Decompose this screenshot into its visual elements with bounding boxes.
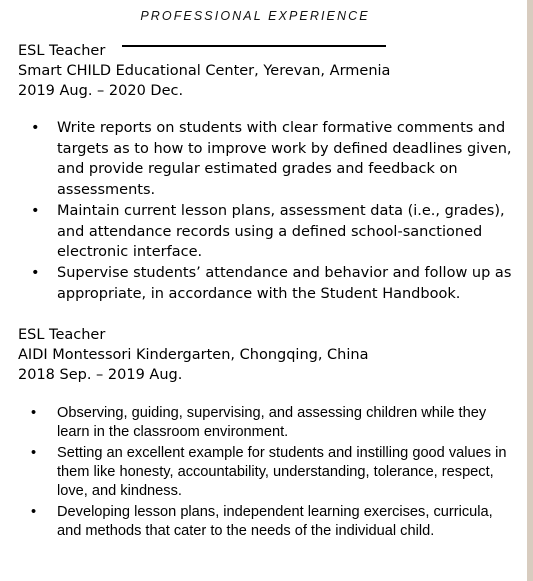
job-title: ESL Teacher bbox=[18, 327, 106, 343]
duty-text: Developing lesson plans, independent learning exercises, curricula, and methods that cater to the needs of the individual child. bbox=[57, 504, 493, 539]
job-entry bbox=[18, 41, 518, 304]
bullet-icon: • bbox=[31, 120, 40, 136]
duty-item bbox=[18, 404, 518, 442]
duty-item bbox=[18, 444, 518, 501]
duty-item bbox=[18, 503, 518, 541]
job-employer: AIDI Montessori Kindergarten, Chongqing, China bbox=[18, 347, 369, 363]
duty-text: Maintain current lesson plans, assessment data (i.e., grades), and attendance records using a defined school-sanctioned electronic interface. bbox=[57, 202, 505, 261]
page-edge bbox=[527, 0, 533, 581]
section-title: PROFESSIONAL EXPERIENCE bbox=[140, 9, 370, 23]
duty-item bbox=[18, 201, 518, 263]
bullet-icon: • bbox=[31, 202, 40, 219]
bullet-icon: • bbox=[31, 405, 37, 421]
job-dates: 2018 Sep. – 2019 Aug. bbox=[18, 367, 183, 383]
duties-list bbox=[18, 404, 518, 541]
job-employer: Smart CHILD Educational Center, Yerevan, Armenia bbox=[18, 63, 391, 79]
bullet-icon: • bbox=[31, 504, 37, 520]
duty-item bbox=[18, 263, 518, 304]
duty-text: Supervise students’ attendance and behavior and follow up as appropriate, in accordance with the Student Handbook. bbox=[57, 264, 512, 302]
duties-list bbox=[18, 118, 518, 304]
duty-text: Observing, guiding, supervising, and assessing children while they learn in the classroom environment. bbox=[57, 405, 487, 440]
duty-text: Write reports on students with clear formative comments and targets as to how to improve work by defined deadlines given, and provide regular estimated grades and feedback on assessments. bbox=[57, 120, 512, 199]
job-dates: 2019 Aug. – 2020 Dec. bbox=[18, 83, 184, 99]
bullet-icon: • bbox=[31, 445, 37, 461]
bullet-icon: • bbox=[31, 264, 40, 281]
job-entry bbox=[18, 325, 518, 543]
duty-text: Setting an excellent example for students and instilling good values in them like honesty, accountability, understanding, tolerance, respect, love, and kindness. bbox=[57, 445, 507, 499]
duty-item bbox=[18, 118, 518, 201]
job-title: ESL Teacher bbox=[18, 43, 106, 59]
